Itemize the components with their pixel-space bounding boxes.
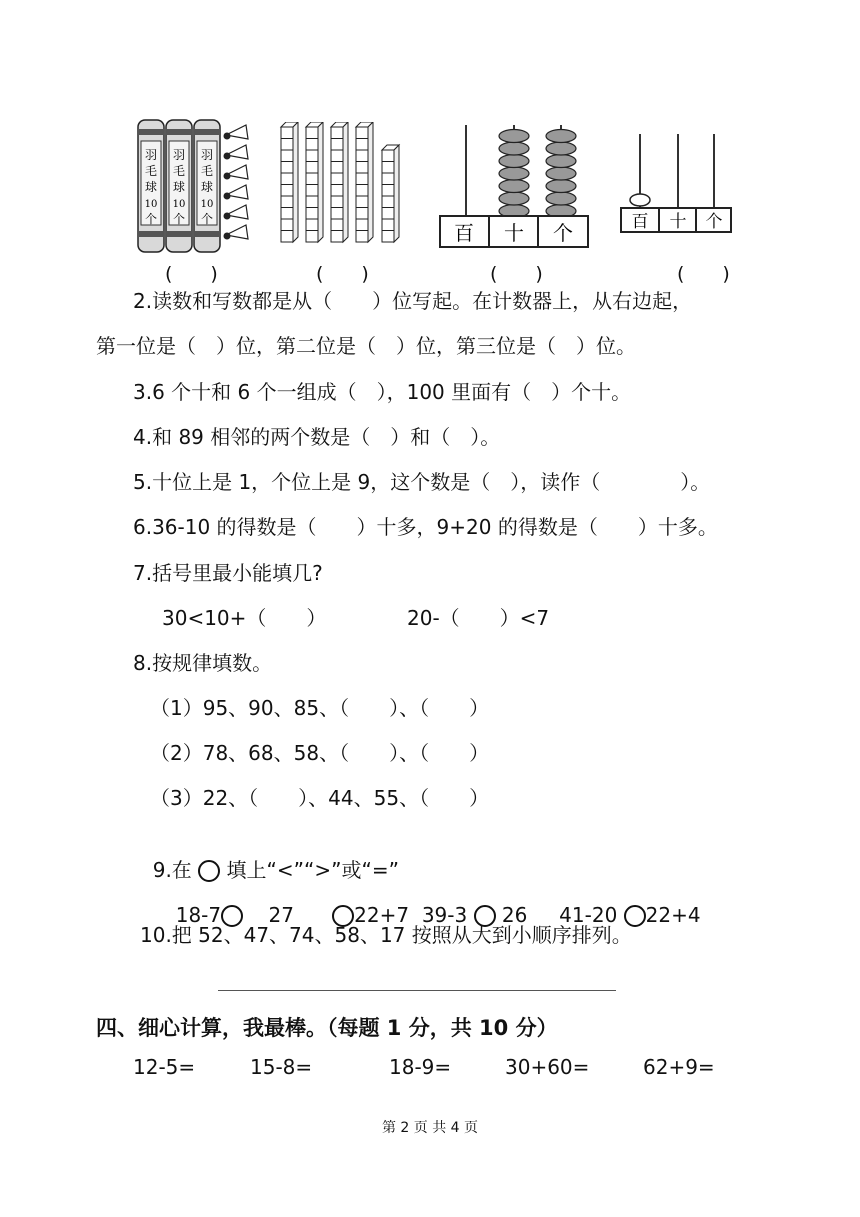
abacus-bead	[499, 167, 529, 180]
small-abacus-label-ones: 个	[705, 212, 723, 232]
compare-a-right: 27	[268, 903, 294, 927]
shuttlecock-icon	[224, 205, 249, 220]
answer-line[interactable]	[218, 990, 616, 991]
abacus-figure-with-beads	[435, 115, 595, 255]
question-5: 5.十位上是 1，个位上是 9，这个数是（ ），读作（ ）。	[133, 470, 711, 494]
abacus-bead	[499, 180, 529, 193]
shuttlecock-box-text: 10	[144, 199, 158, 210]
shuttlecock-box-text: 球	[172, 180, 186, 194]
question-9-prefix: 9.在	[152, 858, 192, 882]
question-9-comparisons	[163, 876, 701, 928]
question-7-item-a: 30<10+（ ）	[162, 606, 327, 630]
figure-answer-slot-1: ( )	[165, 263, 218, 285]
question-7-item-b: 20-（ ）<7	[407, 606, 550, 630]
calc-problem-4: 30+60=	[505, 1055, 590, 1079]
abacus-label-ones: 个	[553, 221, 573, 245]
compare-c-left: 39-3	[421, 903, 468, 927]
question-8-item-3: （3）22、（ ）、44、55、（ ）	[150, 786, 490, 810]
abacus-label-hundreds: 百	[454, 221, 474, 245]
shuttlecock-icon	[224, 125, 249, 140]
shuttlecock-icon	[224, 185, 249, 200]
abacus-label-tens: 十	[504, 221, 524, 245]
compare-d-left: 41-20	[559, 903, 618, 927]
abacus-bead	[499, 192, 529, 205]
shuttlecock-box-2	[166, 120, 192, 252]
section-4-heading: 四、细心计算，我最棒。（每题 1 分，共 10 分）	[96, 1016, 558, 1040]
shuttlecock-box-figure	[130, 115, 260, 255]
figure-answer-slot-2: ( )	[316, 263, 369, 285]
question-6: 6.36-10 的得数是（ ）十多，9+20 的得数是（ ）十多。	[133, 515, 718, 539]
question-4: 4.和 89 相邻的两个数是（ ）和（ ）。	[133, 425, 501, 449]
shuttlecock-icon	[224, 225, 249, 240]
shuttlecock-icon	[224, 145, 249, 160]
figure-answer-slot-4: ( )	[677, 263, 730, 285]
shuttlecock-box-text: 10	[200, 199, 214, 210]
ten-cube-column-3	[331, 122, 348, 242]
shuttlecock-box-text: 羽	[144, 148, 158, 162]
shuttlecock-box-text: 个	[172, 212, 186, 226]
compare-b-right: 22+7	[354, 903, 410, 927]
shuttlecock-box-text: 毛	[144, 164, 158, 178]
abacus-bead	[546, 155, 576, 168]
calc-problem-1: 12-5=	[133, 1055, 196, 1079]
small-abacus-label-hundreds: 百	[631, 212, 649, 232]
calc-problem-2: 15-8=	[250, 1055, 313, 1079]
abacus-bead	[546, 130, 576, 143]
compare-c-right: 26	[501, 903, 528, 927]
cube-columns-figure	[275, 122, 410, 247]
shuttlecock-box-text: 毛	[200, 164, 214, 178]
figure-answer-slot-3: ( )	[490, 263, 543, 285]
shuttlecock-box-text: 毛	[172, 164, 186, 178]
question-3: 3.6 个十和 6 个一组成（ ），100 里面有（ ）个十。	[133, 380, 632, 404]
calc-problem-5: 62+9=	[643, 1055, 715, 1079]
ten-cube-column-1	[281, 122, 298, 242]
abacus-bead	[499, 130, 529, 143]
abacus-bead	[499, 142, 529, 155]
abacus-bead	[499, 155, 529, 168]
small-abacus-label-tens: 十	[669, 212, 687, 232]
shuttlecock-box-text: 个	[200, 212, 214, 226]
shuttlecock-box-1	[138, 120, 164, 252]
abacus-bead	[546, 180, 576, 193]
shuttlecock-box-text: 羽	[172, 148, 186, 162]
abacus-figure-single-bead	[615, 128, 740, 238]
ten-cube-column-4	[356, 122, 373, 242]
shuttlecock-box-3	[194, 120, 220, 252]
abacus-bead	[546, 167, 576, 180]
shuttlecock-icon	[224, 165, 249, 180]
shuttlecock-box-text: 个	[144, 212, 158, 226]
page-footer: 第 2 页 共 4 页	[381, 1120, 479, 1136]
question-7: 7.括号里最小能填几?	[133, 561, 323, 585]
question-2-line-2: 第一位是（ ）位，第二位是（ ）位，第三位是（ ）位。	[96, 334, 636, 358]
question-9-suffix: 填上“<”“>”或“=”	[226, 858, 399, 882]
question-8-item-1: （1）95、90、85、（ ）、（ ）	[150, 696, 490, 720]
abacus-bead	[546, 142, 576, 155]
compare-a-left: 18-7	[175, 903, 222, 927]
shuttlecock-box-text: 球	[144, 180, 158, 194]
question-10: 10.把 52、47、74、58、17 按照从大到小顺序排列。	[140, 923, 632, 947]
shuttlecock-box-text: 球	[200, 180, 214, 194]
calc-problem-3: 18-9=	[389, 1055, 452, 1079]
ten-cube-column-5	[382, 145, 399, 242]
question-8-item-2: （2）78、68、58、（ ）、（ ）	[150, 741, 490, 765]
question-8: 8.按规律填数。	[133, 651, 273, 675]
ten-cube-column-2	[306, 122, 323, 242]
question-2-line-1: 2.读数和写数都是从（ ）位写起。在计数器上，从右边起，	[133, 289, 693, 313]
shuttlecock-box-text: 羽	[200, 148, 214, 162]
abacus-bead	[630, 194, 650, 206]
shuttlecock-box-text: 10	[172, 199, 186, 210]
abacus-bead	[546, 192, 576, 205]
compare-d-right: 22+4	[645, 903, 701, 927]
